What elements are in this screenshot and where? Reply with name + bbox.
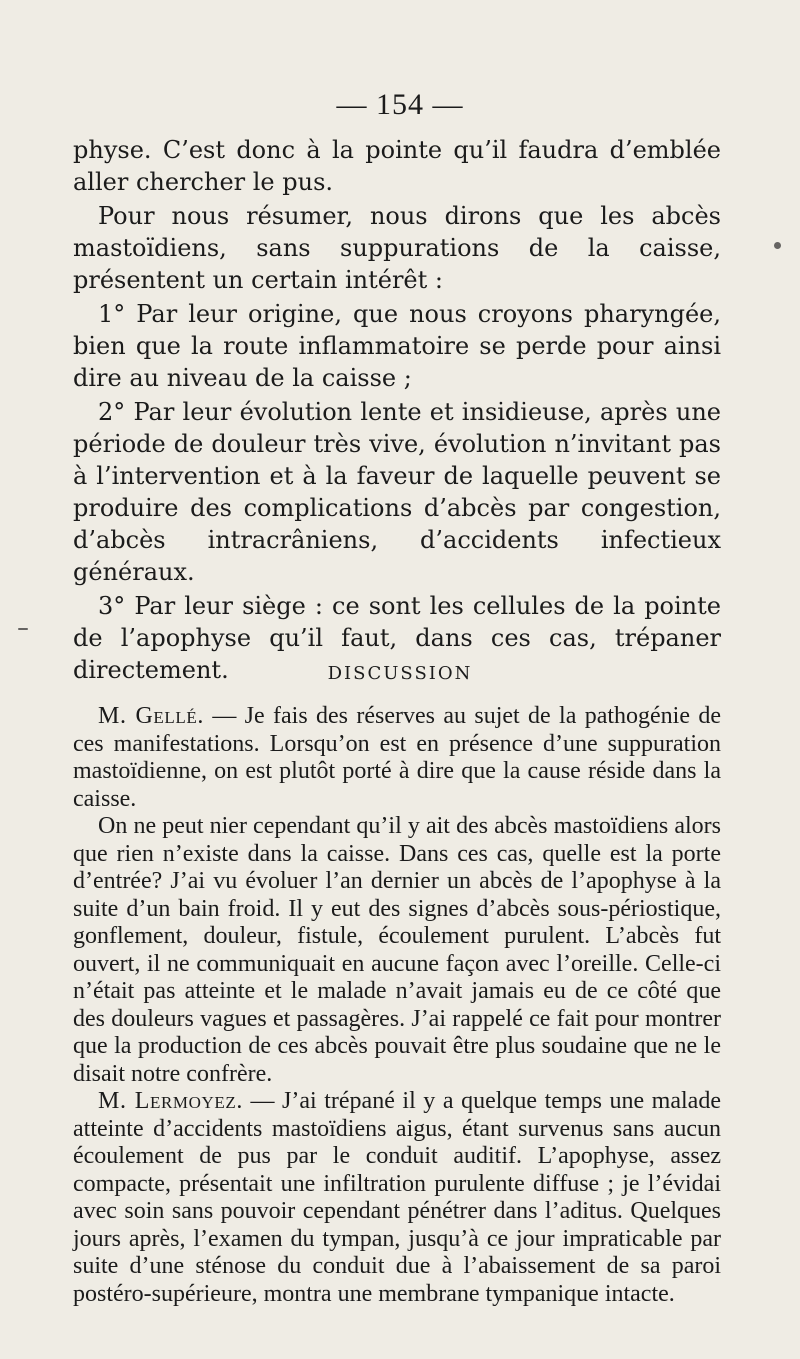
speaker-lermoyez: M. Lermoyez. (98, 1088, 243, 1114)
ink-dot-mark (774, 242, 781, 249)
discussion-paragraph-2 (73, 813, 721, 1088)
main-body-text (73, 134, 721, 686)
page-number-header: — 154 — (336, 88, 464, 121)
discussion-paragraph-3-text: — J’ai trépané il y a quelque temps une malade atteinte d’accidents mastoïdiens aigus, étant survenus sans aucun écoulement de pus par le conduit auditif. L’apophyse, assez compacte, présentait une infiltration purulente diffuse ; je l’évidai avec soin sans pouvoir cependant pénétrer dans l’aditus. Quelques jours après, l’examen du tympan, jusqu’à ce jour impraticable par suite d’une sténose du conduit due à l’abaissement de sa paroi postéro-supérieure, montra une membrane tympanique intacte. (73, 1088, 721, 1307)
discussion-text (73, 703, 721, 1308)
discussion-paragraph-1 (73, 703, 721, 813)
body-paragraph-3: 1° Par leur origine, que nous croyons pharyngée, bien que la route inflammatoire se perde pour ainsi dire au niveau de la caisse ; (73, 300, 721, 392)
discussion-paragraph-2-text: On ne peut nier cependant qu’il y ait des abcès mastoïdiens alors que rien n’existe dans la caisse. Dans ces cas, quelle est la porte d’entrée? J’ai vu évoluer l’an dernier un abcès de l’apophyse à la suite d’un bain froid. Il y eut des signes d’abcès sous-périostique, gonflement, douleur, fistule, écoulement purulent. L’abcès fut ouvert, il ne communiquait en aucune façon avec l’oreille. Celle-ci n’était pas atteinte et le malade n’avait jamais eu de ce côté que des douleurs vagues et passagères. J’ai rappelé ce fait pour montrer que la production de ces abcès pouvait être plus soudaine que ne le disait notre confrère. (73, 813, 721, 1087)
body-paragraph-2: Pour nous résumer, nous dirons que les abcès mastoïdiens, sans suppurations de la caisse, présentent un certain intérêt : (73, 202, 721, 294)
body-paragraph-5: 3° Par leur siège : ce sont les cellules de la pointe de l’apophyse qu’il faut, dans ces cas, trépaner directement. (73, 592, 721, 684)
discussion-heading: DISCUSSION (327, 663, 473, 684)
margin-dash-mark (18, 628, 28, 630)
discussion-paragraph-3 (73, 1088, 721, 1308)
discussion-paragraph-1-text: — Je fais des réserves au sujet de la pathogénie de ces manifestations. Lorsqu’on est en présence d’une suppuration mastoïdienne, on est plutôt porté à dire que la cause réside dans la caisse. (73, 703, 722, 812)
speaker-gelle: M. Gellé. (98, 703, 204, 729)
body-paragraph-4: 2° Par leur évolution lente et insidieuse, après une période de douleur très vive, évolution n’invitant pas à l’intervention et à la faveur de laquelle peuvent se produire des complications d’abcès par congestion, d’abcès intracrâniens, d’accidents infectieux généraux. (73, 398, 721, 586)
body-paragraph-1: physe. C’est donc à la pointe qu’il faudra d’emblée aller chercher le pus. (73, 136, 721, 196)
